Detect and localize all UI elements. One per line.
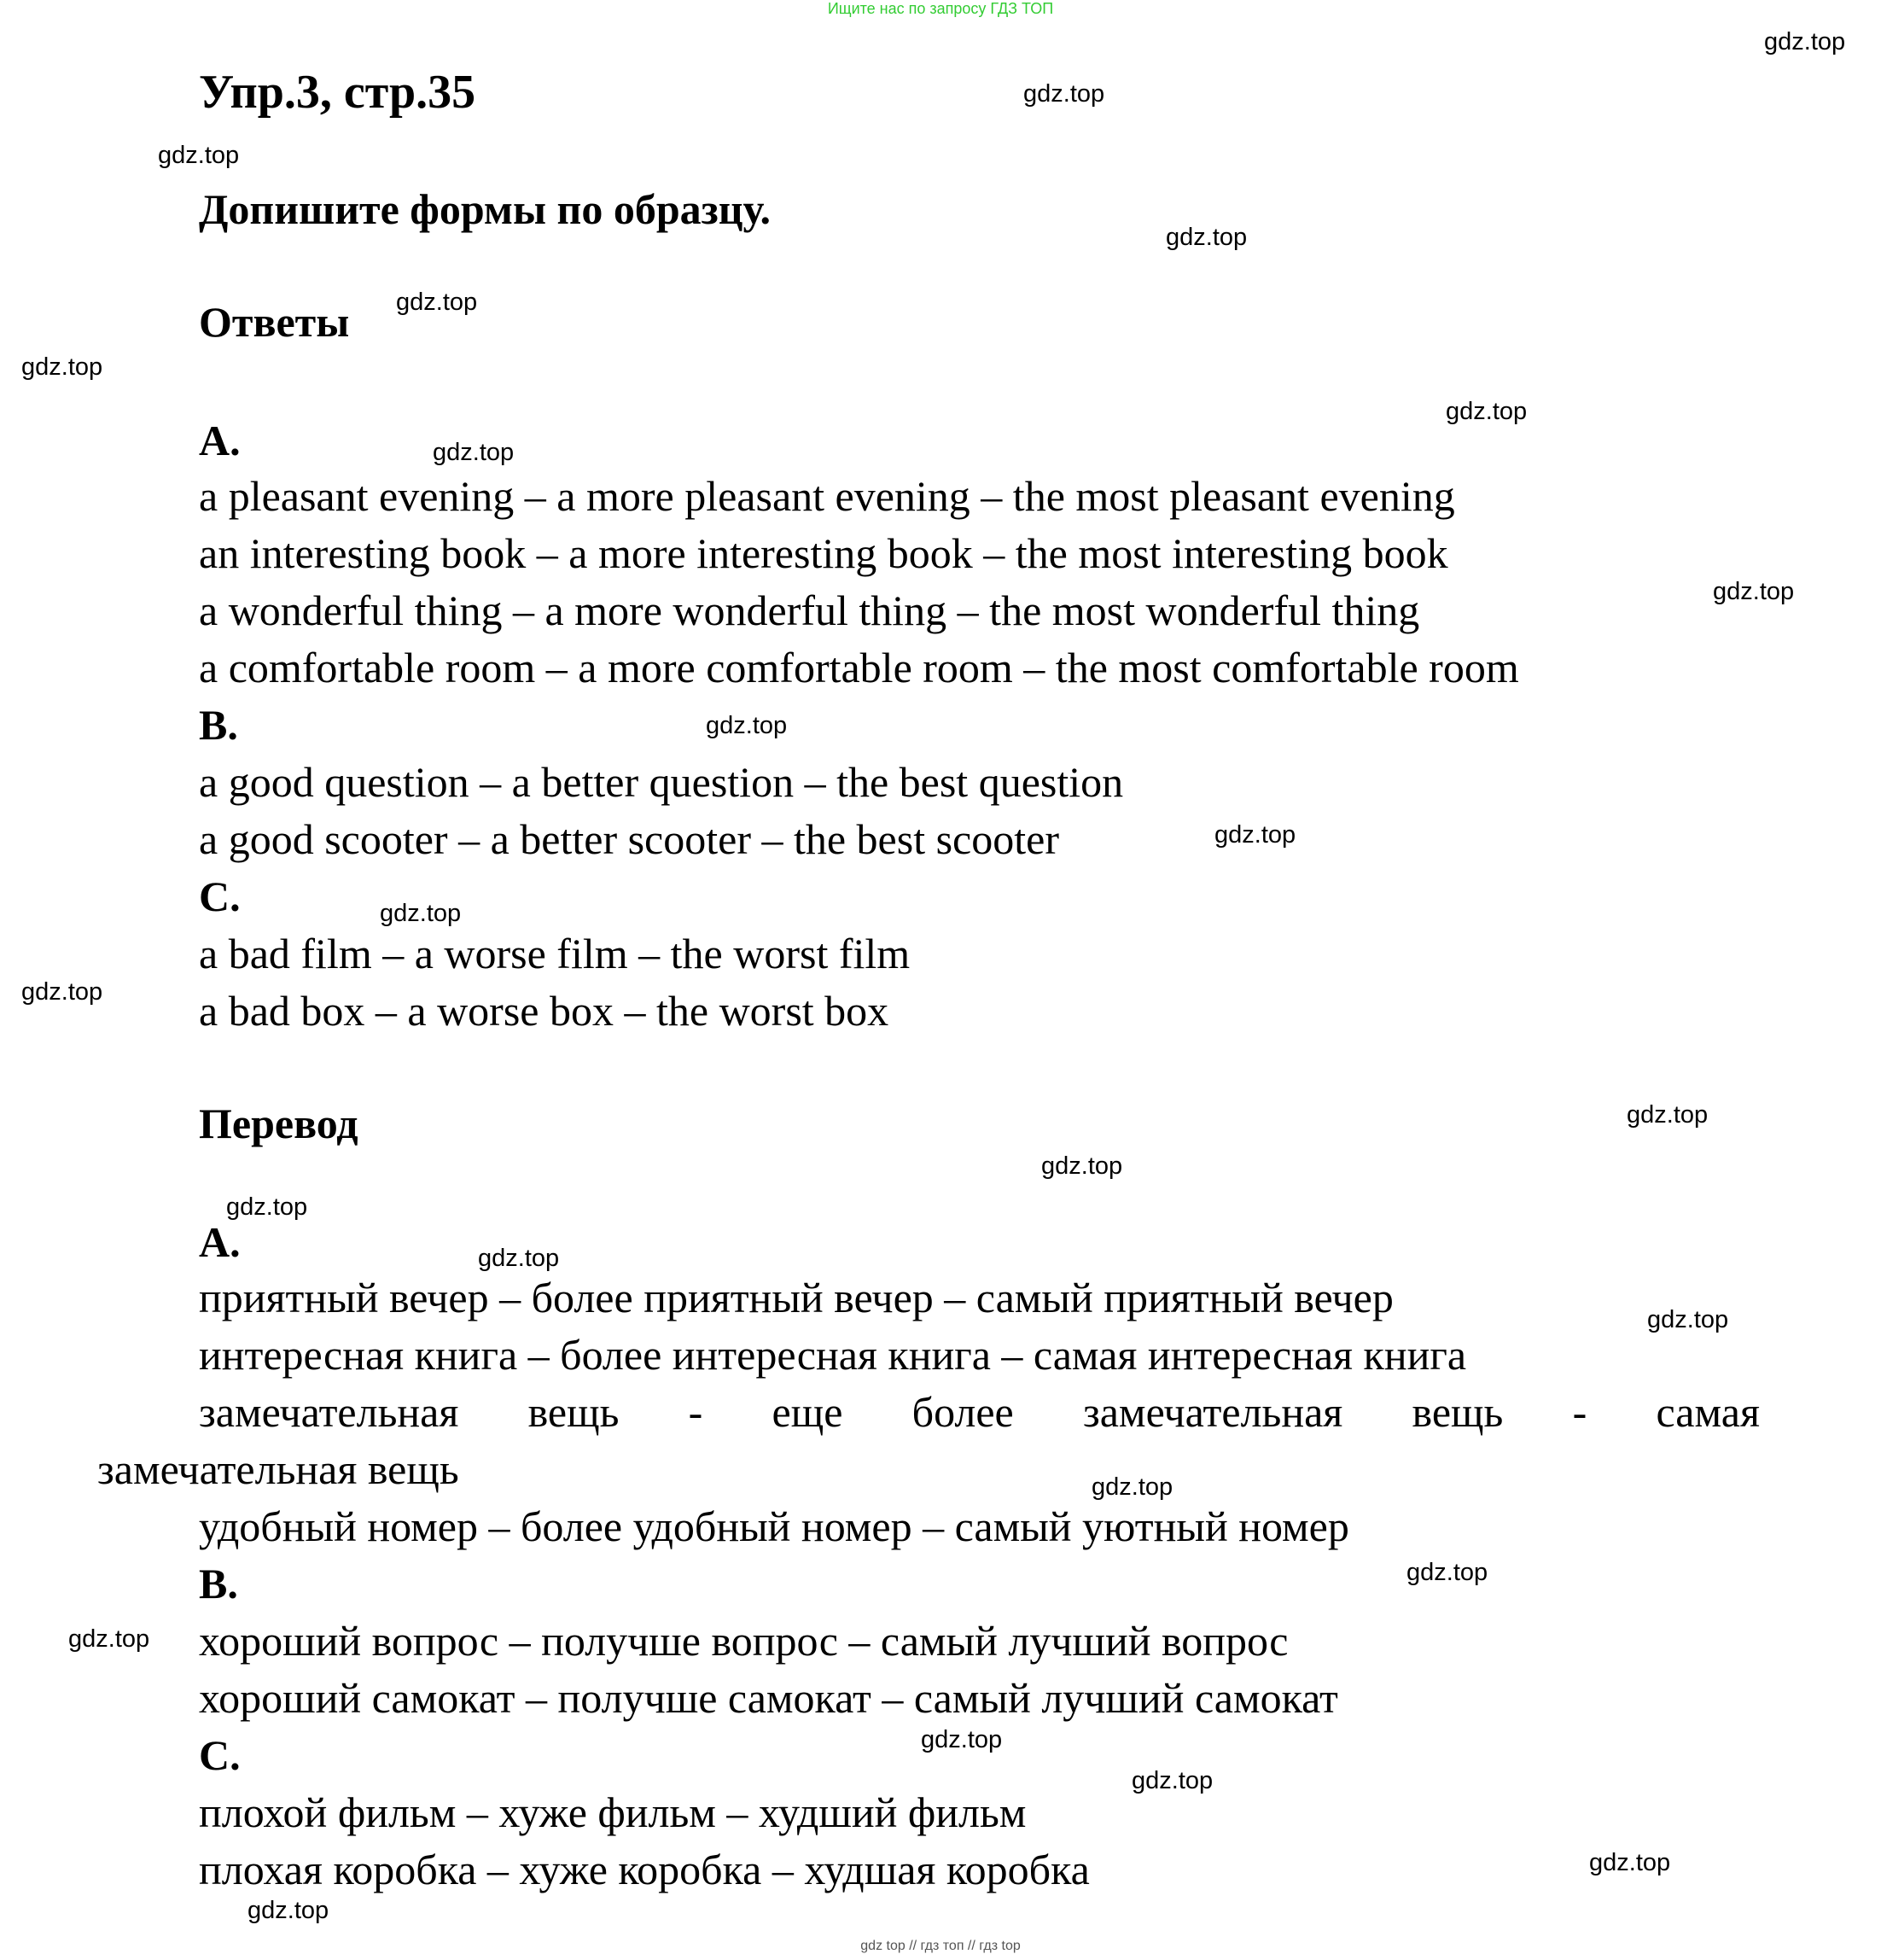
watermark: gdz.top — [1166, 224, 1248, 251]
word: еще — [772, 1388, 843, 1436]
top-banner: Ищите нас по запросу ГДЗ ТОП — [827, 0, 1054, 17]
translation-line: приятный вечер – более приятный вечер – самый приятный вечер — [199, 1274, 1394, 1321]
watermark: gdz.top — [21, 978, 103, 1006]
watermark: gdz.top — [1406, 1559, 1488, 1586]
answer-line: a pleasant evening – a more pleasant evening – the most pleasant evening — [199, 472, 1455, 520]
translation-line-justified — [199, 1387, 1760, 1437]
watermark: gdz.top — [1647, 1306, 1729, 1333]
word: более — [911, 1388, 1014, 1436]
watermark: gdz.top — [380, 900, 462, 927]
answer-line: a good question – a better question – the best question — [199, 758, 1124, 806]
watermark: gdz.top — [1764, 28, 1846, 55]
word: замечательная — [199, 1388, 459, 1436]
exercise-title: Упр.3, стр.35 — [199, 66, 476, 119]
watermark: gdz.top — [21, 353, 103, 381]
watermark: gdz.top — [1132, 1767, 1214, 1794]
word: вещь — [1412, 1388, 1504, 1436]
watermark: gdz.top — [433, 439, 515, 466]
translation-line: хороший самокат – получше самокат – самый лучший самокат — [199, 1674, 1338, 1722]
word: замечательная — [1082, 1388, 1343, 1436]
watermark: gdz.top — [1023, 80, 1105, 108]
answers-label-c: C. — [199, 872, 241, 920]
translation-heading: Перевод — [199, 1100, 358, 1147]
answer-line: an interesting book – a more interesting book – the most interesting book — [199, 529, 1448, 577]
translation-line: интересная книга – более интересная книга – самая интересная книга — [199, 1331, 1467, 1379]
watermark: gdz.top — [1589, 1849, 1671, 1876]
answers-label-b: B. — [199, 701, 238, 749]
word: - — [688, 1388, 703, 1436]
translation-line: плохой фильм – хуже фильм – худший фильм — [199, 1788, 1027, 1836]
answers-label-a: A. — [199, 417, 241, 464]
translation-line: удобный номер – более удобный номер – самый уютный номер — [199, 1502, 1349, 1550]
answer-line: a wonderful thing – a more wonderful thing – the most wonderful thing — [199, 586, 1420, 634]
translation-label-b: B. — [199, 1560, 238, 1607]
watermark: gdz.top — [248, 1897, 329, 1924]
answers-heading: Ответы — [199, 298, 350, 346]
answer-line: a good scooter – a better scooter – the best scooter — [199, 815, 1059, 863]
watermark: gdz.top — [706, 712, 788, 739]
watermark: gdz.top — [921, 1726, 1003, 1753]
answer-line: a comfortable room – a more comfortable room – the most comfortable room — [199, 644, 1519, 691]
translation-line: плохая коробка – хуже коробка – худшая коробка — [199, 1846, 1090, 1893]
translation-line: хороший вопрос – получше вопрос – самый лучший вопрос — [199, 1617, 1289, 1665]
watermark: gdz.top — [396, 289, 478, 316]
answer-line: a bad box – a worse box – the worst box — [199, 987, 889, 1035]
watermark: gdz.top — [1092, 1473, 1173, 1501]
watermark: gdz.top — [1214, 821, 1296, 849]
watermark: gdz.top — [158, 142, 240, 169]
translation-line-continued: замечательная вещь — [97, 1445, 459, 1493]
watermark: gdz.top — [1041, 1152, 1123, 1180]
word: самая — [1656, 1388, 1760, 1436]
translation-label-c: C. — [199, 1731, 241, 1779]
word: вещь — [527, 1388, 620, 1436]
watermark: gdz.top — [1446, 398, 1528, 425]
watermark: gdz.top — [478, 1245, 560, 1272]
answer-line: a bad film – a worse film – the worst film — [199, 930, 911, 977]
watermark: gdz.top — [1713, 578, 1795, 605]
task-text: Допишите формы по образцу. — [199, 185, 772, 233]
word: - — [1572, 1388, 1587, 1436]
footer: gdz top // гдз топ // гдз top — [860, 1939, 1021, 1953]
watermark: gdz.top — [226, 1193, 308, 1221]
watermark: gdz.top — [68, 1625, 150, 1653]
translation-label-a: A. — [199, 1218, 241, 1266]
watermark: gdz.top — [1627, 1101, 1709, 1129]
